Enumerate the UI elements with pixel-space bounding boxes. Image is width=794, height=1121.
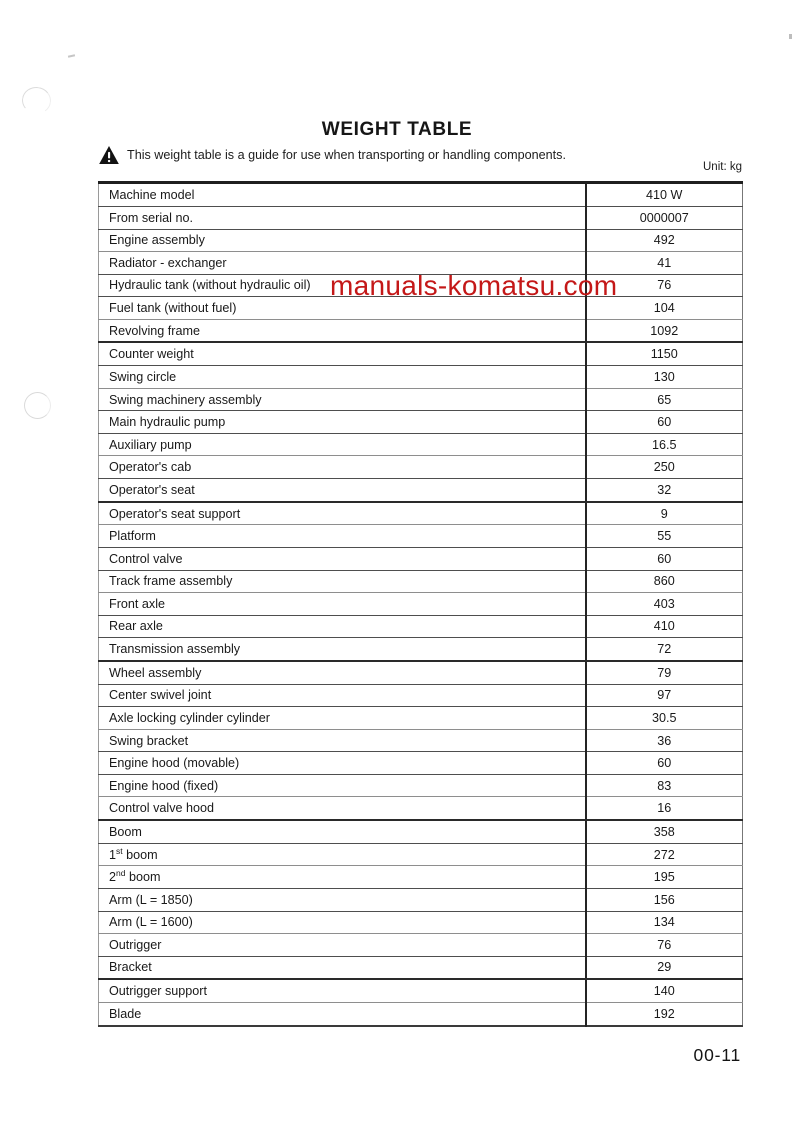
component-label-cell: Platform: [99, 525, 586, 548]
component-label-cell: Outrigger: [99, 934, 586, 957]
weight-value-cell: 36: [586, 729, 743, 752]
component-label-cell: Arm (L = 1600): [99, 911, 586, 934]
table-row: [99, 411, 743, 434]
component-label-cell: Center swivel joint: [99, 684, 586, 707]
table-row: [99, 774, 743, 797]
weight-value-cell: 403: [586, 593, 743, 616]
weight-table: [98, 181, 743, 1027]
component-label-cell: Fuel tank (without fuel): [99, 297, 586, 320]
table-row: [99, 570, 743, 593]
ordinal-superscript: st: [116, 845, 123, 856]
table-row: [99, 297, 743, 320]
component-label-cell: Swing machinery assembly: [99, 388, 586, 411]
weight-value-cell: 65: [586, 388, 743, 411]
weight-value-cell: 1092: [586, 319, 743, 342]
table-row: [99, 456, 743, 479]
weight-value-cell: 76: [586, 934, 743, 957]
page-number: 00-11: [693, 1045, 741, 1065]
weight-value-cell: 60: [586, 752, 743, 775]
weight-value-cell: 410: [586, 615, 743, 638]
table-row: [99, 433, 743, 456]
table-row: [99, 525, 743, 548]
table-row: [99, 820, 743, 843]
component-label-cell: Engine hood (fixed): [99, 774, 586, 797]
component-label-cell: Swing circle: [99, 366, 586, 389]
hole-punch-artifact-top: [20, 85, 52, 116]
weight-value-cell: 1150: [586, 342, 743, 365]
component-label-cell: Operator's seat support: [99, 502, 586, 525]
weight-value-cell: 156: [586, 888, 743, 911]
table-row: [99, 548, 743, 571]
component-label-cell: Auxiliary pump: [99, 433, 586, 456]
weight-value-cell: 55: [586, 525, 743, 548]
table-row: [99, 366, 743, 389]
table-row: [99, 183, 743, 207]
table-row: [99, 1003, 743, 1026]
component-label-cell: Operator's cab: [99, 456, 586, 479]
component-label-cell: From serial no.: [99, 207, 586, 230]
component-label-cell: Control valve hood: [99, 797, 586, 820]
component-label-cell: Axle locking cylinder cylinder: [99, 707, 586, 730]
weight-value-cell: 29: [586, 956, 743, 979]
table-row: [99, 934, 743, 957]
component-label-cell: Wheel assembly: [99, 661, 586, 684]
component-label-cell: Main hydraulic pump: [99, 411, 586, 434]
weight-value-cell: 97: [586, 684, 743, 707]
table-row: [99, 342, 743, 365]
ordinal-superscript: nd: [116, 868, 126, 879]
table-row: [99, 843, 743, 866]
component-label-cell: Boom: [99, 820, 586, 843]
table-row: [99, 615, 743, 638]
scan-speck-artifact: [789, 34, 792, 39]
weight-value-cell: 250: [586, 456, 743, 479]
table-row: [99, 593, 743, 616]
table-row: [99, 707, 743, 730]
weight-value-cell: 140: [586, 979, 743, 1002]
weight-value-cell: 16: [586, 797, 743, 820]
table-row: [99, 684, 743, 707]
page-title: WEIGHT TABLE: [321, 119, 473, 140]
component-label-cell: Engine hood (movable): [99, 752, 586, 775]
table-row: [99, 252, 743, 275]
weight-value-cell: 860: [586, 570, 743, 593]
table-row: [99, 229, 743, 252]
component-label-cell: Control valve: [99, 548, 586, 571]
component-label-cell: Machine model: [99, 183, 586, 207]
component-label-cell: Outrigger support: [99, 979, 586, 1002]
weight-value-cell: 72: [586, 638, 743, 661]
warning-triangle-icon: [99, 146, 119, 164]
weight-value-cell: 195: [586, 866, 743, 889]
weight-value-cell: 492: [586, 229, 743, 252]
component-label-cell: 2nd boom: [99, 866, 586, 889]
unit-label: Unit: kg: [703, 161, 742, 173]
component-label-cell: Operator's seat: [99, 478, 586, 501]
table-row: [99, 388, 743, 411]
weight-table-body: [99, 183, 743, 1027]
weight-value-cell: 130: [586, 366, 743, 389]
table-row: [99, 729, 743, 752]
weight-value-cell: 9: [586, 502, 743, 525]
component-label-cell: Track frame assembly: [99, 570, 586, 593]
table-row: [99, 502, 743, 525]
table-row: [99, 638, 743, 661]
component-label-cell: Rear axle: [99, 615, 586, 638]
table-row: [99, 797, 743, 820]
component-label-cell: Radiator - exchanger: [99, 252, 586, 275]
weight-value-cell: 104: [586, 297, 743, 320]
table-row: [99, 661, 743, 684]
component-label-cell: Revolving frame: [99, 319, 586, 342]
table-row: [99, 752, 743, 775]
weight-value-cell: 358: [586, 820, 743, 843]
table-row: [99, 911, 743, 934]
component-label-cell: Engine assembly: [99, 229, 586, 252]
weight-value-cell: 32: [586, 478, 743, 501]
weight-value-cell: 79: [586, 661, 743, 684]
weight-value-cell: 272: [586, 843, 743, 866]
component-label-cell: Front axle: [99, 593, 586, 616]
component-label-cell: Blade: [99, 1003, 586, 1026]
caution-note: [99, 146, 566, 164]
weight-value-cell: 410 W: [586, 183, 743, 207]
component-label-cell: Transmission assembly: [99, 638, 586, 661]
weight-value-cell: 192: [586, 1003, 743, 1026]
weight-value-cell: 60: [586, 548, 743, 571]
table-row: [99, 888, 743, 911]
watermark-text: manuals-komatsu.com: [330, 270, 618, 301]
scan-tick-artifact: [68, 54, 75, 57]
table-row: [99, 274, 743, 297]
weight-value-cell: 0000007: [586, 207, 743, 230]
component-label-cell: Counter weight: [99, 342, 586, 365]
table-row: [99, 956, 743, 979]
table-row: [99, 207, 743, 230]
table-row: [99, 866, 743, 889]
weight-value-cell: 60: [586, 411, 743, 434]
caution-note-text: This weight table is a guide for use when transporting or handling components.: [127, 148, 566, 162]
table-row: [99, 979, 743, 1002]
table-row: [99, 478, 743, 501]
component-label-cell: Swing bracket: [99, 729, 586, 752]
weight-value-cell: 83: [586, 774, 743, 797]
component-label-cell: Arm (L = 1850): [99, 888, 586, 911]
weight-value-cell: 76: [586, 274, 743, 297]
component-label-cell: Hydraulic tank (without hydraulic oil): [99, 274, 586, 297]
table-row: [99, 319, 743, 342]
component-label-cell: 1st boom: [99, 843, 586, 866]
weight-value-cell: 134: [586, 911, 743, 934]
hole-punch-artifact-middle: [24, 392, 51, 419]
weight-value-cell: 41: [586, 252, 743, 275]
weight-value-cell: 30.5: [586, 707, 743, 730]
component-label-cell: Bracket: [99, 956, 586, 979]
weight-value-cell: 16.5: [586, 433, 743, 456]
